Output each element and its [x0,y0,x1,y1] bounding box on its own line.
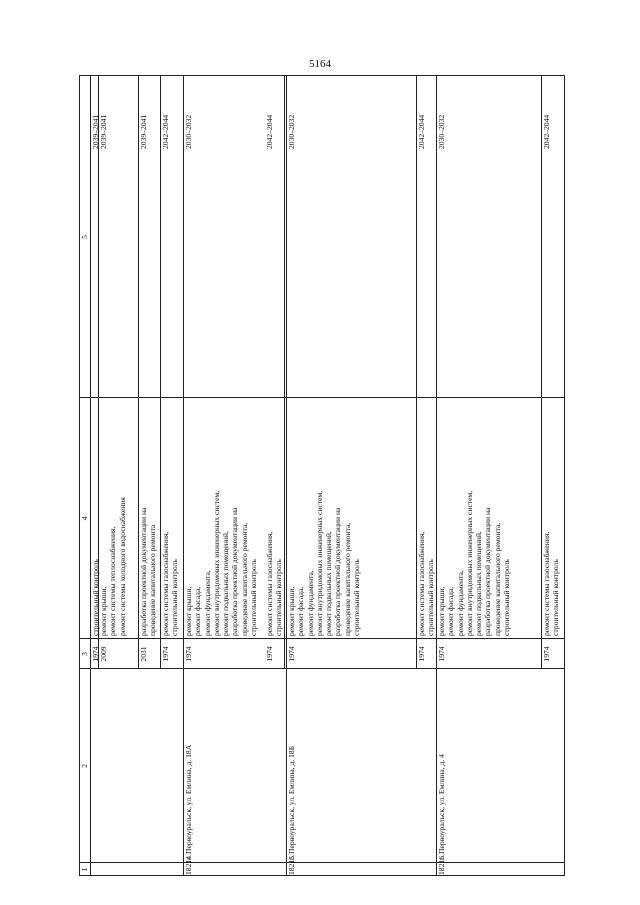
cell-year: 2031 [139,646,148,662]
cell-year: 1974 [287,646,296,662]
cell-works: ремонт крыши, ремонт фасада, ремонт фундамента, ремонт внутридомовых инженерных систем, ремонт подвальных помещений, разработка проектной документации на проведение капитального ремонта, строительный контроль [437,490,512,636]
cell-works: ремонт системы газоснабжения, строительный контроль [161,531,180,636]
row-divider [284,75,285,669]
registry-table [79,75,565,876]
cell-year: 2009 [99,646,108,662]
column-divider [79,397,565,398]
entry-address: г. Первоуральск, ул. Емлина, д. 4 [437,754,446,860]
cell-period: 2030–2032 [437,114,446,149]
cell-period: 2039–2041 [139,114,148,149]
cell-works: ремонт системы газоснабжения, строительный контроль [265,531,284,636]
column-header-3: 3 [80,652,89,656]
cell-period: 2030–2032 [184,114,193,149]
column-header-4: 4 [80,516,89,521]
cell-period: 2039–2041 [91,114,100,149]
cell-year: 1974 [417,646,426,662]
cell-period: 2042–2044 [542,114,551,149]
cell-works: ремонт крыши, ремонт фасада, ремонт фундамента, ремонт внутридомовых инженерных систем, ремонт подвальных помещений, разработка проектной документации на проведение капитального ремонта, строительный контроль [184,490,259,636]
table-border-right [79,75,565,76]
cell-year: 1974 [184,646,193,662]
cell-year: 1974 [542,646,551,662]
cell-works: ремонт системы газоснабжения, строительный контроль [542,531,561,636]
cell-works: ремонт системы газоснабжения, строительный контроль [417,531,436,636]
cell-works: ремонт крыши, ремонт системы теплоснабжения, ремонт системы холодного водоснабжения [99,497,127,636]
column-header-1: 1 [80,867,89,872]
column-divider [79,638,565,639]
column-header-2: 2 [80,764,89,768]
cell-works: разработка проектной документации на проведение капитального ремонта [139,507,158,636]
cell-works: строительный контроль [91,559,100,636]
entry-number: 18215. [287,854,296,875]
entry-address: г. Первоуральск, ул. Емлина, д. 18Б [287,745,296,860]
cell-period: 2030–2032 [287,114,296,149]
table-border-left [79,875,565,876]
column-divider [79,668,565,669]
cell-period: 2039–2041 [99,114,108,149]
cell-works: ремонт крыши, ремонт фасада, ремонт фундамента, ремонт внутридомовых инженерных систем, ремонт подвальных помещений, разработка проектной документации на проведение капитального ремонта, строительный контроль [287,490,362,636]
entry-number: 18216. [437,854,446,875]
column-header-5: 5 [80,235,89,239]
cell-year: 1974 [91,646,100,662]
cell-period: 2042–2044 [265,114,274,149]
page-number: 5164 [309,58,331,70]
cell-period: 2042–2044 [161,114,170,149]
cell-year: 1974 [437,646,446,662]
column-divider [79,862,565,863]
cell-year: 1974 [265,646,274,662]
cell-year: 1974 [161,646,170,662]
entry-number: 18214. [184,854,193,875]
table-border-bottom [564,75,565,876]
cell-period: 2042–2044 [417,114,426,149]
registry-table-frame [79,75,565,876]
header-divider [90,75,91,876]
entry-address: г. Первоуральск, ул. Емлина, д. 18А [184,744,193,860]
